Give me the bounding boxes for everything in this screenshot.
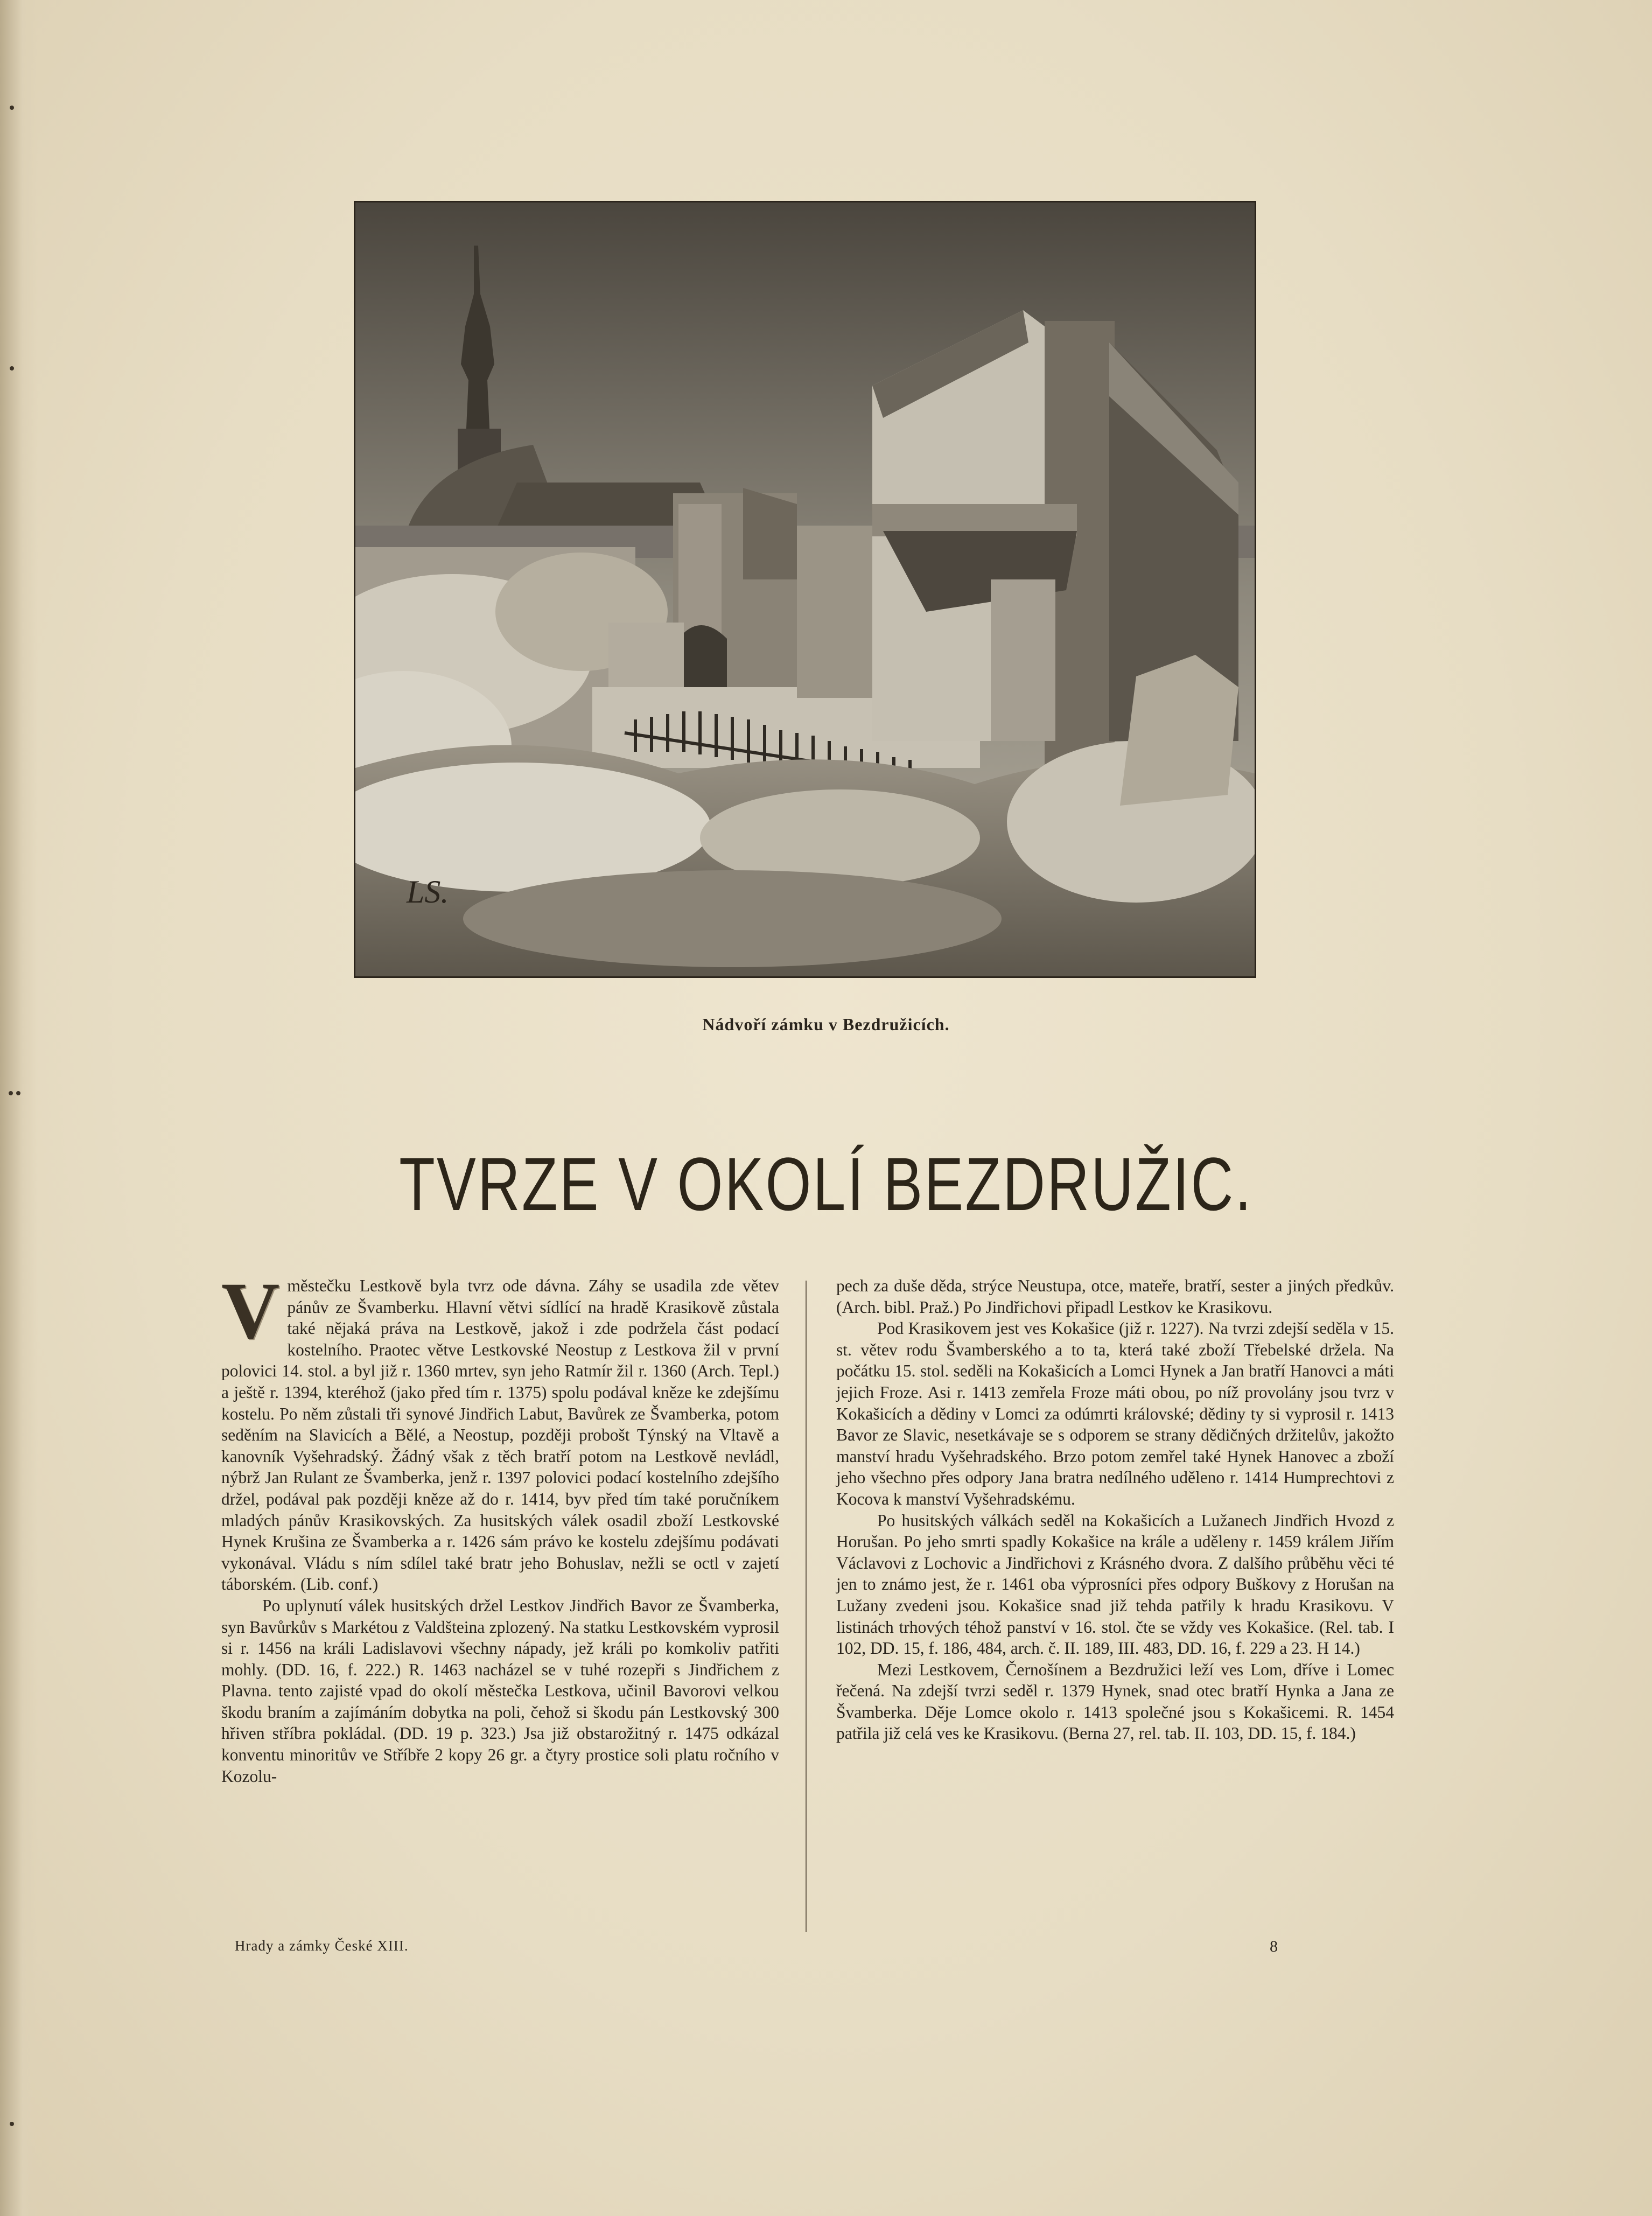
edge-mark: [10, 366, 14, 371]
page-number: 8: [1270, 1938, 1278, 1955]
figure-caption: Nádvoří zámku v Bezdružicích.: [702, 1015, 950, 1034]
paragraph: [221, 1266, 779, 1595]
edge-mark: [10, 106, 14, 110]
castle-courtyard-drawing: [355, 202, 1255, 976]
svg-text:LS.: LS.: [407, 874, 449, 910]
paragraph: Pod Krasikovem jest ves Kokašice (již r. 1227). Na tvrzi zdejší seděla v 15. st. větev rodu Švamberského a to ta, která také zboží Třebelské držela. Na počátku 15. stol. seděli na Kokašicích a Lomci Hynek a Jan bratří Hanovci a máti jejich Froze. Asi r. 1413 zemřela Froze máti obou, po níž provolány jsou tvrz v Kokašicích a dědiny v Lomci za odúmrti královské; dědiny ty si vyprosil r. 1413 Bavor ze Slavic, nesetkávaje se s odporem se strany dědičných držitelův, jakožto manství hradu Vyšehradského. Brzo potom zemřel také Hynek Hanovec a zboží jeho všechno přes odpory Jana bratra nedílného uděleno r. 1414 Humprechtovi z Kocova k manství Vyšehradskému.: [836, 1319, 1394, 1508]
paragraph: Mezi Lestkovem, Černošínem a Bezdružici leží ves Lom, dříve i Lomec řečená. Na zdejší tvrzi seděl r. 1379 Hynek, snad otec bratří Hynka a Jana ze Švamberka. Děje Lomce okolo r. 1413 společné jsou s Kokašicemi. R. 1454 patřila již celá ves ke Krasikovu. (Berna 27, rel. tab. II. 103, DD. 15, f. 184.): [836, 1660, 1394, 1743]
courtyard-illustration: [354, 201, 1256, 978]
right-column: [836, 1275, 1394, 1744]
column-divider: [806, 1281, 807, 1932]
running-footer: Hrady a zámky České XIII.: [235, 1938, 409, 1954]
paragraph-text: městečku Lestkově byla tvrz ode dávna. Záhy se usadila zde větev pánův ze Švamberku. Hlavní větvi sídlící na hradě Krasikově zůstala také nějaká práva na Lestkově, jakož i zde podržela část podací kostelního. Praotec větve Lestkovské Neostup z Lestkova žil v první polovici 14. stol. a byl již r. 1360 mrtev, syn jeho Ratmír žil r. 1360 (Arch. Tepl.) a ještě r. 1394, kteréhož (jako před tím r. 1375) spolu podával kněze ke zdejšímu kostelu. Po něm zůstali tři synové Jindřich Labut, Bavůrek ze Švamberka, potom seděním na Slavicích a Bělé, a Neostup, později probošt Týnský na Vltavě a kanovník Vyšehradský. Žádný však z těch bratří potom na Lestkově nevládl, nýbrž Jan Rulant ze Švamberka, jenž r. 1397 polovici podací kostelního zdejšího držel, podával pak později kněze až do r. 1414, byv před tím také poručníkem mladých pánův Krasikovských. Za husitských válek osadil zboží Lestkovské Hynek Krušina ze Švamberka a r. 1426 sám právo ke kostelu zdejšímu podávati vykonával. Vládu s ním sdílel také bratr jeho Bohuslav, nežli se octl v zajetí táborském. (Lib. conf.): [221, 1276, 779, 1594]
paragraph: Po husitských válkách seděl na Kokašicích a Lužanech Jindřich Hvozd z Horušan. Po jeho smrti spadly Kokašice na krále a uděleny r. 1459 králem Jiřím Václavovi z Lochovic a Jindřichovi z Krásného dvora. Z dalšího průběhu věci té jen to známo jest, že r. 1461 oba výprosníci přes odpory Buškovy z Horušan na Lužany zvedeni jsou. Kokašice snad již tehda patřily k hradu Krasikovu. V listinách trhových téhož panství v 16. stol. čte se vždy ves Kokašice. (Rel. tab. I 102, DD. 15, f. 186, 484, arch. č. II. 189, III. 483, DD. 16, f. 229 a 23. H 14.): [836, 1511, 1394, 1658]
edge-mark: [10, 2122, 14, 2126]
left-column: [221, 1266, 779, 1787]
gutter-shadow: [0, 0, 38, 2216]
edge-mark: [9, 1091, 13, 1095]
paragraph: Po uplynutí válek husitských držel Lestkov Jindřich Bavor ze Švamberka, syn Bavůrkův s Markétou z Valdšteina zplozený. Na statku Lestkovském vyprosil si r. 1456 na králi Ladislavovi všechny nápady, jež králi po komkoliv patřiti mohly. (DD. 16, f. 222.) R. 1463 nacházel se v tuhé rozepři s Jindřichem z Plavna. tento zajisté vpad do okolí městečka Lestkova, učinil Bavorovi velkou škodu braním a zajímáním dobytka na poli, čehož si škodu pán Lestkovský 300 hřiven stříbra pokládal. (DD. 19 p. 323.) Jsa již obstarožitný r. 1475 odkázal konventu minoritův ve Stříbře 2 kopy 26 gr. a čtyry prostice soli platu ročního v Kozolu-: [221, 1596, 779, 1786]
chapter-heading: TVRZE V OKOLÍ BEZDRUŽIC.: [399, 1142, 1253, 1226]
paragraph: pech za duše děda, strýce Neustupa, otce, mateře, bratří, sester a jiných předkův. (Arch. bibl. Praž.) Po Jindřichovi připadl Lestkov ke Krasikovu.: [836, 1276, 1394, 1317]
drop-cap: V: [221, 1266, 280, 1355]
edge-mark: [16, 1091, 20, 1095]
